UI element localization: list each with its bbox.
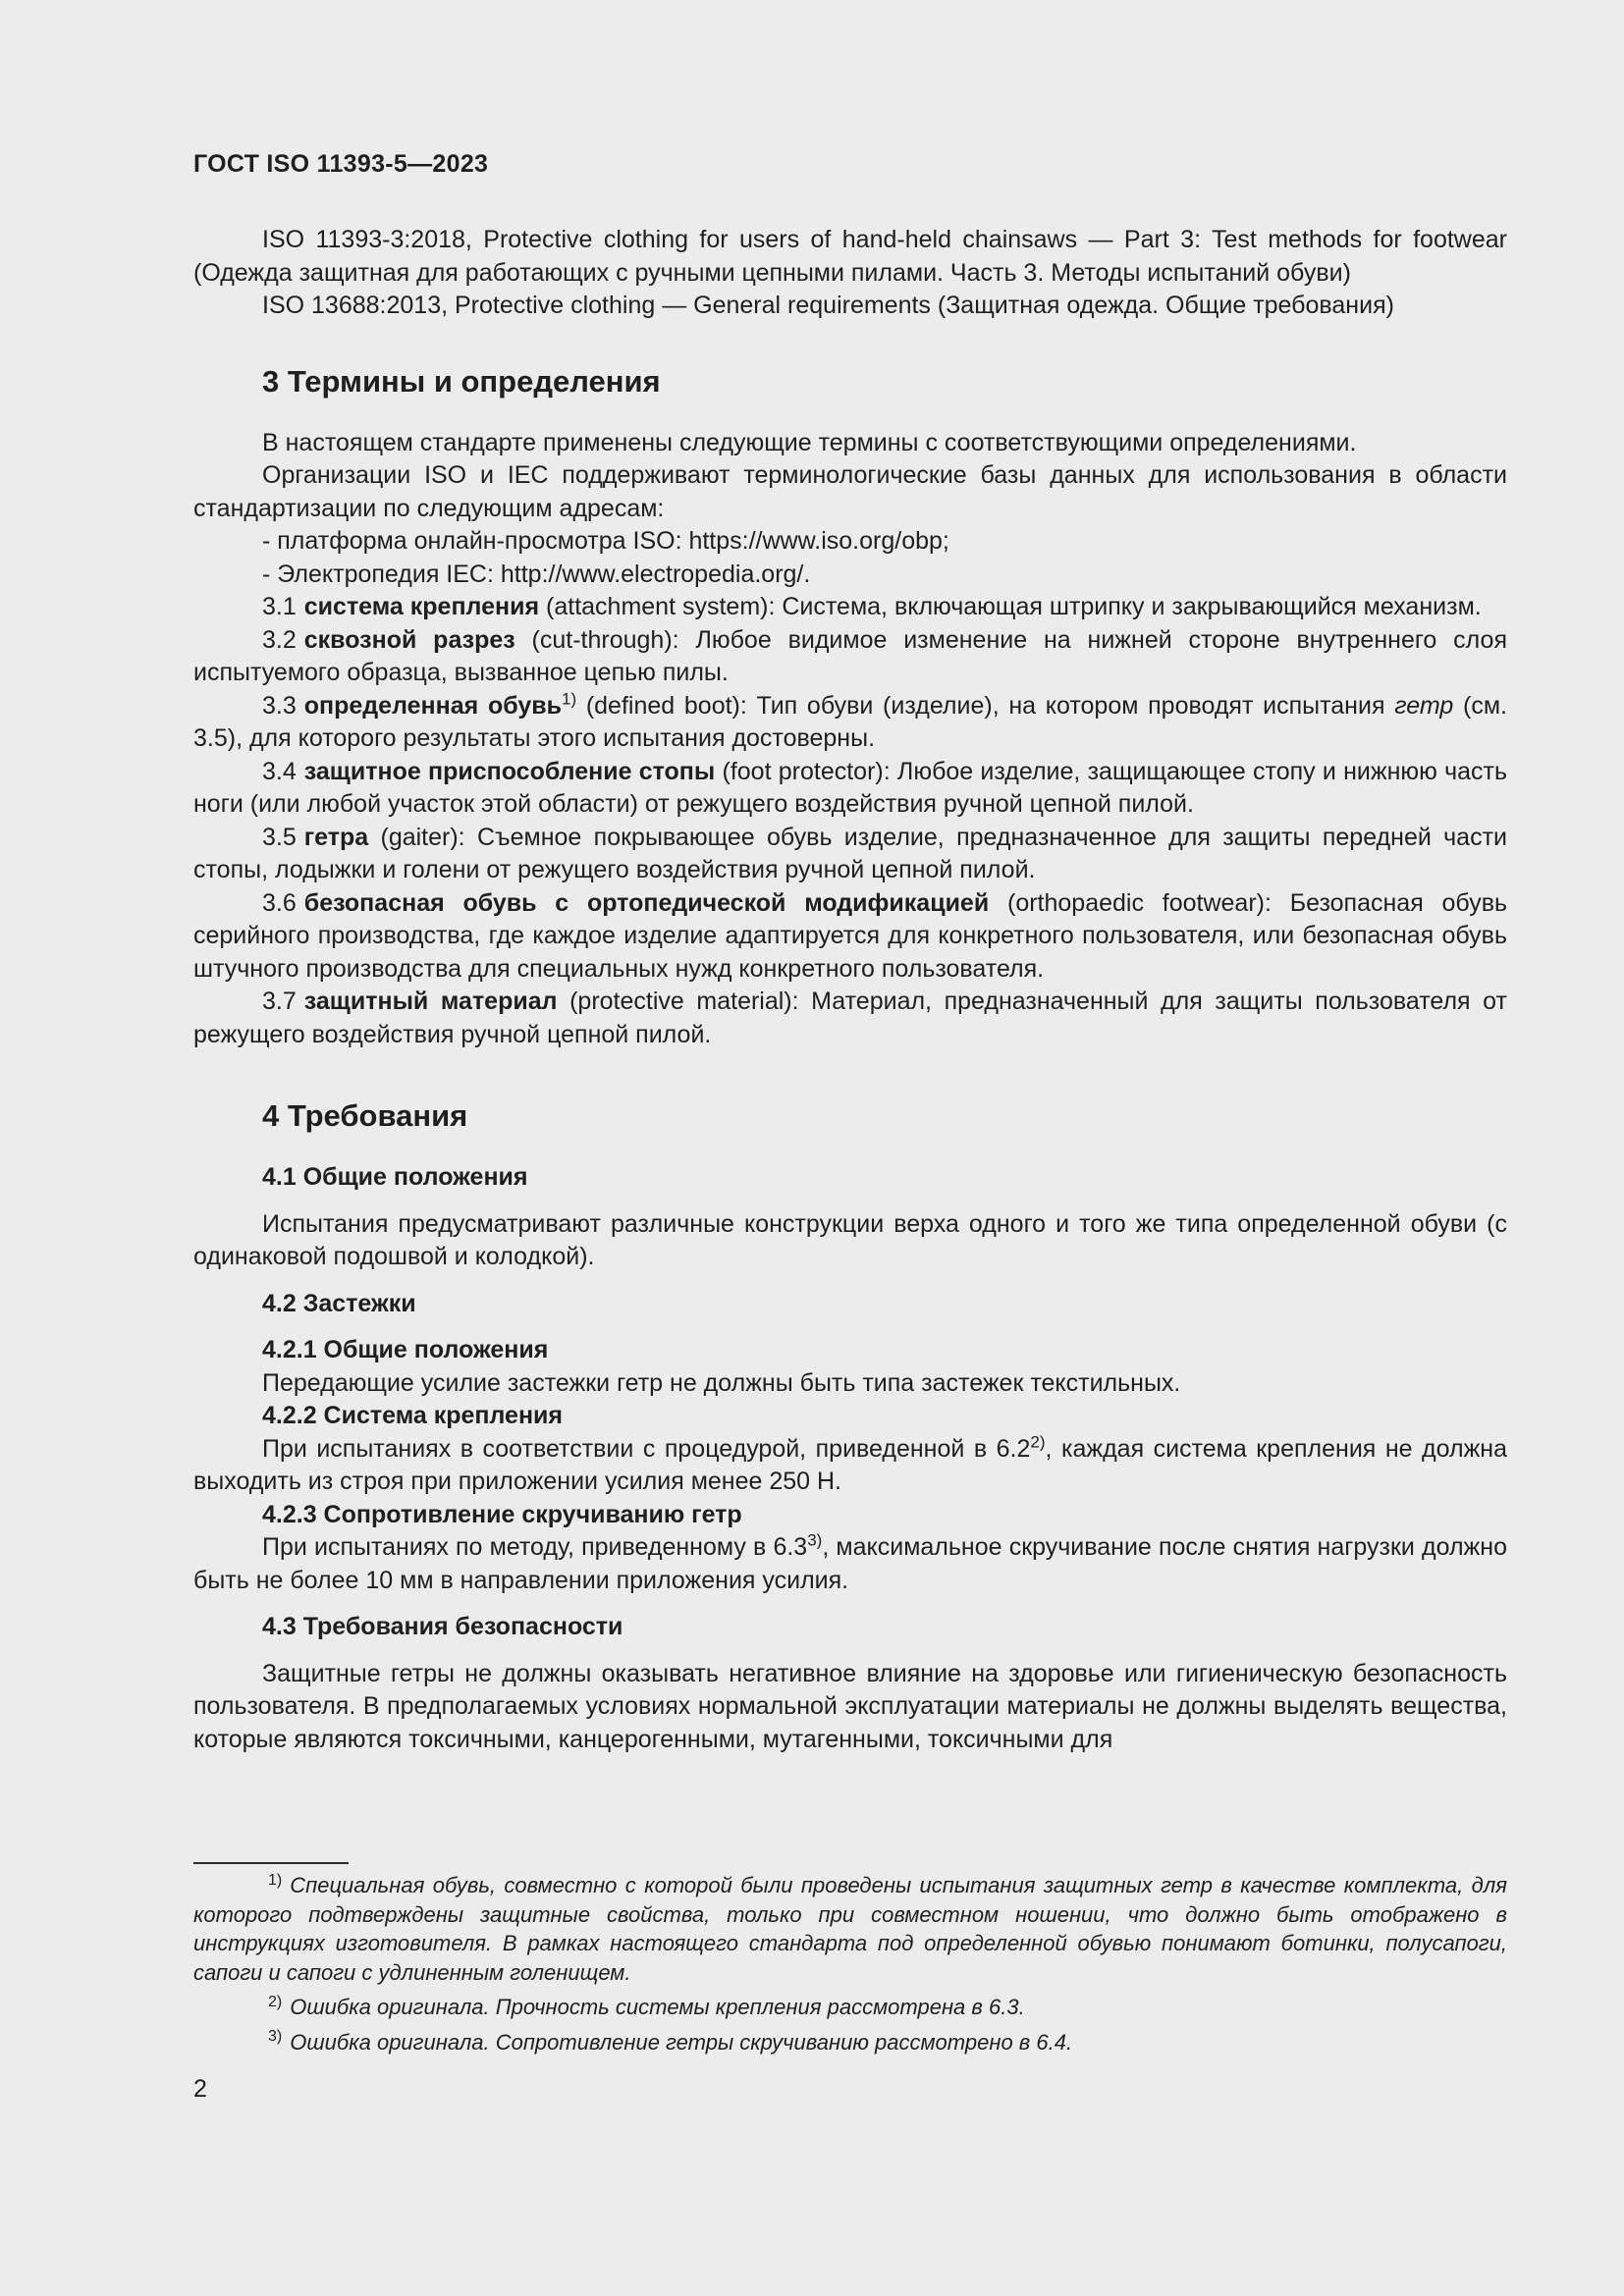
term-definition-italic: гетр <box>1394 691 1454 720</box>
section-4-title: 4 Требования <box>262 1098 468 1133</box>
text-run: , каждая система крепления не должна выходить из строя при приложении усилия менее 250 Н. <box>193 1434 1508 1495</box>
term-3-2 <box>193 624 1507 690</box>
footnote-ref: 3) <box>807 1530 823 1550</box>
term-3-5 <box>193 822 1507 887</box>
term-3-6 <box>193 887 1507 987</box>
term-name: определенная обувь <box>303 691 562 720</box>
text-run: , максимальное скручивание после снятия нагрузки должно быть не более 10 мм в направлении приложения усилия. <box>193 1533 1507 1594</box>
term-name: сквозной разрез <box>303 625 515 654</box>
term-number: 3.1 <box>262 593 297 620</box>
footnote <box>193 2028 1507 2057</box>
document-body <box>193 224 1507 1756</box>
term-number: 3.6 <box>262 888 297 917</box>
section-3-title: 3 Термины и определения <box>262 363 661 399</box>
term-name: гетра <box>303 823 369 851</box>
footnote-mark: 1) <box>268 1871 283 1889</box>
term-definition: (foot protector): Любое изделие, защищающее стопу и нижнюю часть ноги (или любой участок этой области) от режущего воздействия ручной цепной пилой. <box>193 757 1508 818</box>
document-header: ГОСТ ISO 11393-5—2023 <box>193 150 489 178</box>
text-run: При испытаниях в соответствии с процедурой, приведенной в 6.2 <box>262 1434 1031 1463</box>
term-number: 3.4 <box>262 757 297 785</box>
subsection-4-2-2-title: 4.2.2 Система крепления <box>262 1402 564 1429</box>
term-3-7 <box>193 986 1507 1051</box>
paragraph: Испытания предусматривают различные конструкции верха одного и того же типа определенной обуви (с одинаковой подошвой и колодкой). <box>193 1209 1507 1270</box>
subsection-4-1-title: 4.1 Общие положения <box>262 1163 528 1191</box>
subsection-4-2-3-title: 4.2.3 Сопротивление скручиванию гетр <box>262 1500 742 1528</box>
subsection-4-2-1-title: 4.2.1 Общие положения <box>262 1336 549 1363</box>
footnote-ref: 1) <box>561 689 577 709</box>
subsection-4-2-title: 4.2 Застежки <box>262 1289 416 1317</box>
term-name: безопасная обувь с ортопедической модификацией <box>303 888 990 917</box>
term-3-3 <box>193 690 1507 756</box>
paragraph: Передающие усилие застежки гетр не должны быть типа застежек текстильных. <box>262 1368 1181 1397</box>
term-name: защитный материал <box>303 988 558 1015</box>
term-number: 3.7 <box>262 988 297 1015</box>
paragraph <box>193 1433 1507 1499</box>
term-number: 3.2 <box>262 625 297 654</box>
term-definition: (см. 3.5), для которого результаты этого испытания достоверны. <box>193 691 1508 752</box>
paragraph: Защитные гетры не должны оказывать негативное влияние на здоровье или гигиеническую безопасность пользователя. В предполагаемых условиях нормальной эксплуатации материалы не должны выделять вещества, которые являются токсичными, канцерогенными, мутагенными, токсичными для <box>193 1659 1507 1753</box>
term-definition: (orthopaedic footwear): Безопасная обувь серийного производства, где каждое изделие адаптируется для конкретного пользователя, или безопасная обувь штучного производства для специальных нужд конкретного пользователя. <box>193 888 1507 983</box>
page-number: 2 <box>193 2075 207 2103</box>
term-definition: (protective material): Материал, предназначенный для защиты пользователя от режущего воздействия ручной цепной пилой. <box>193 988 1507 1048</box>
term-definition: (defined boot): Тип обуви (изделие), на котором проводят испытания <box>576 691 1395 720</box>
footnote <box>193 1993 1507 2022</box>
term-name: система крепления <box>303 593 540 620</box>
footnote-mark: 3) <box>268 2028 283 2046</box>
footnote-text: Ошибка оригинала. Сопротивление гетры скручиванию рассмотрено в 6.4. <box>290 2029 1073 2055</box>
footnote-ref: 2) <box>1030 1432 1046 1452</box>
footnote-text: Ошибка оригинала. Прочность системы крепления рассмотрена в 6.3. <box>290 1995 1025 2019</box>
footnote-mark: 2) <box>268 1993 283 2010</box>
paragraph <box>193 1531 1507 1597</box>
list-item: - Электропедия IEC: http://www.electropedia.org/. <box>262 560 811 588</box>
term-definition: (cut-through): Любое видимое изменение на нижней стороне внутреннего слоя испытуемого образца, вызванное цепью пилы. <box>193 625 1507 686</box>
list-item: - платформа онлайн-просмотра ISO: https://www.iso.org/obp; <box>262 527 949 555</box>
term-name: защитное приспособление стопы <box>303 757 716 785</box>
term-3-1 <box>193 591 1507 624</box>
term-3-4 <box>193 756 1507 822</box>
footnotes <box>193 1871 1507 2062</box>
term-number: 3.5 <box>262 823 297 851</box>
subsection-4-3-title: 4.3 Требования безопасности <box>262 1613 623 1640</box>
paragraph: Организации ISO и IEC поддерживают терминологические базы данных для использования в области стандартизации по следующим адресам: <box>193 461 1507 522</box>
term-definition: (attachment system): Система, включающая штрипку и закрывающийся механизм. <box>539 593 1482 620</box>
footnote-text: Специальная обувь, совместно с которой были проведены испытания защитных гетр в качестве комплекта, для которого подтверждены защитные свойства, только при совместном ношении, что должно быть отображено в инструкциях изготовителя. В рамках настоящего стандарта под определенной обувью понимают ботинки, полусапоги, сапоги и сапоги с удлиненным голенищем. <box>193 1873 1507 1985</box>
reference-item: ISO 11393-3:2018, Protective clothing for users of hand-held chainsaws — Part 3: Test methods for footwear (Одежда защитная для работающих с ручными цепными пилами. Часть 3. Методы испытаний обуви) <box>193 226 1507 287</box>
reference-item: ISO 13688:2013, Protective clothing — General requirements (Защитная одежда. Общие требования) <box>262 292 1394 319</box>
term-number: 3.3 <box>262 691 297 720</box>
footnote-divider <box>193 1862 349 1864</box>
footnote <box>193 1871 1507 1987</box>
text-run: При испытаниях по методу, приведенному в 6.3 <box>262 1533 808 1561</box>
term-definition: (gaiter): Съемное покрывающее обувь изделие, предназначенное для защиты передней части стопы, лодыжки и голени от режущего воздействия ручной цепной пилой. <box>193 823 1507 883</box>
paragraph: В настоящем стандарте применены следующие термины с соответствующими определениями. <box>262 428 1357 456</box>
